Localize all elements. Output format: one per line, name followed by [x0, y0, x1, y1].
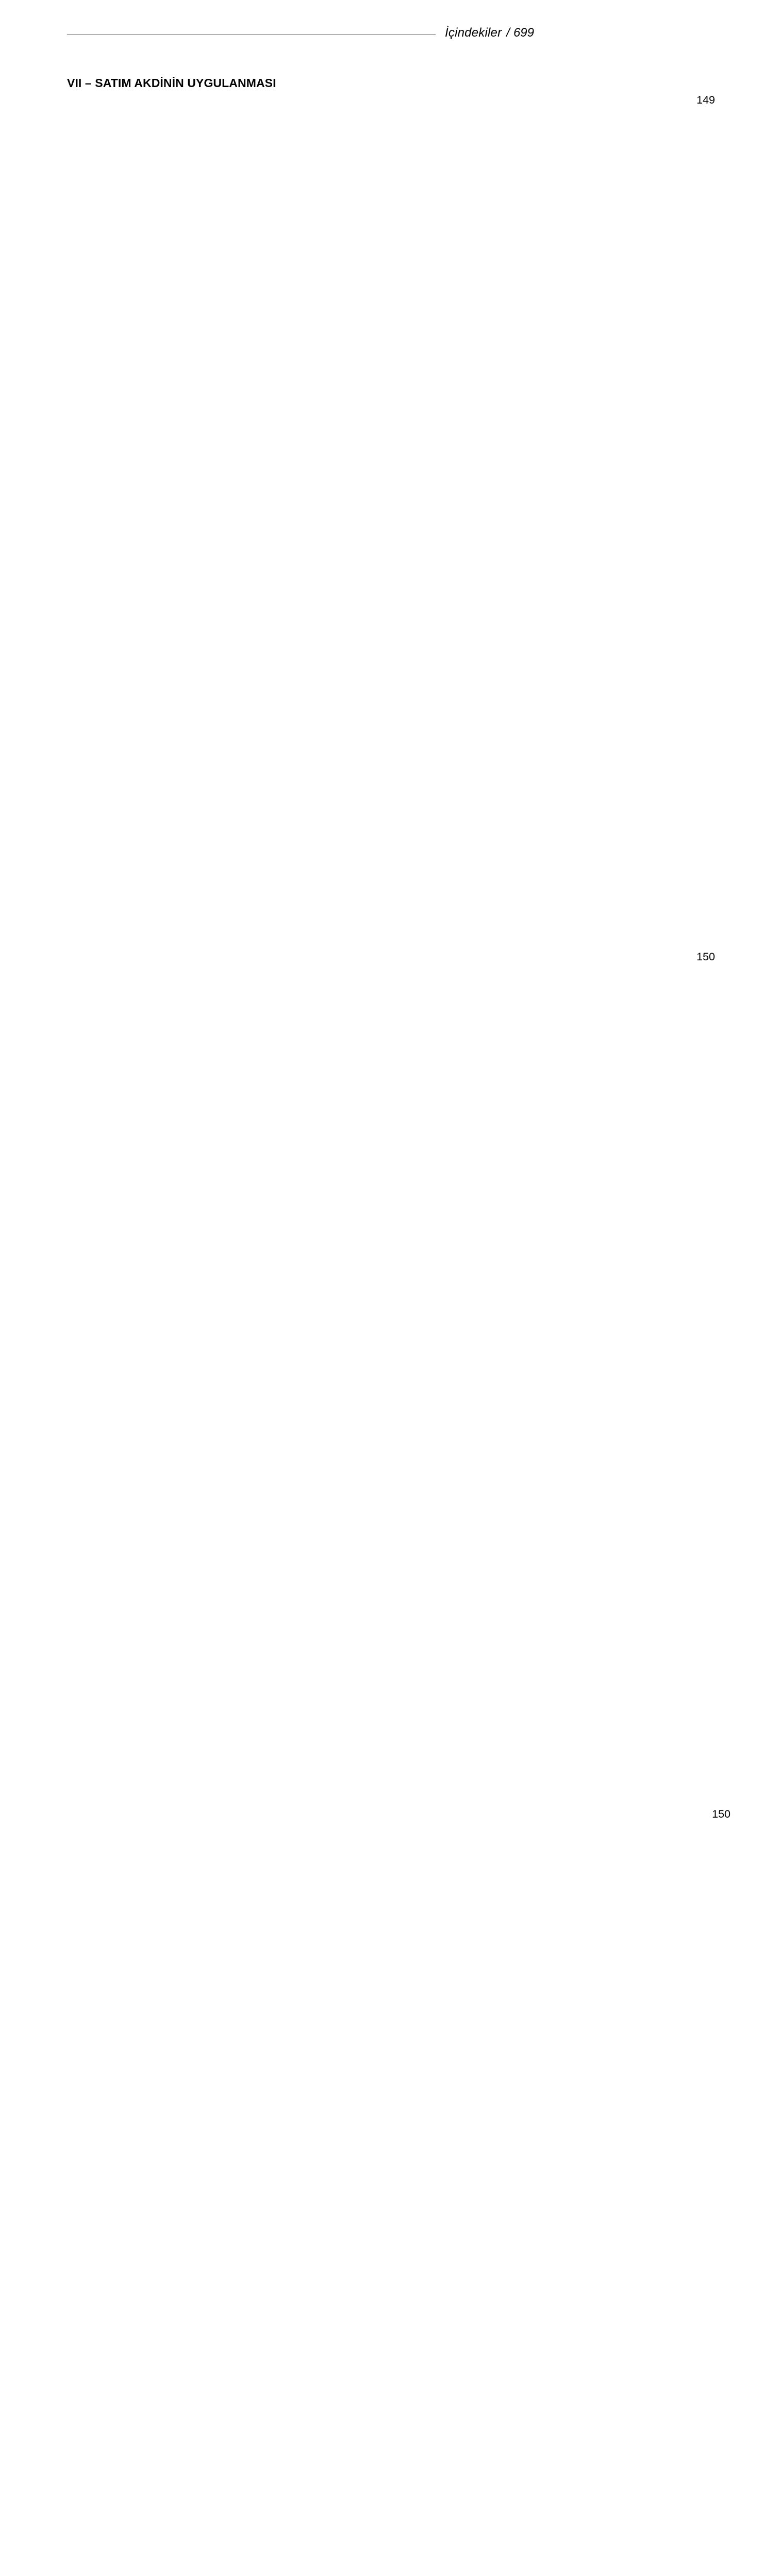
- toc-page-number: 150: [106, 952, 715, 1803]
- running-header: [67, 23, 534, 43]
- header-page-number: 699: [513, 26, 534, 40]
- toc-entry[interactable]: [67, 95, 570, 946]
- toc-page-number: 150: [122, 1809, 730, 2576]
- toc-entry[interactable]: [67, 952, 570, 1803]
- document-page: [0, 0, 609, 852]
- header-rule: [67, 34, 436, 35]
- toc-entry[interactable]: [67, 1809, 585, 2576]
- toc-section-heading-label: VII – SATIM AKDİNİN UYGULANMASI: [67, 77, 276, 89]
- header-separator: /: [502, 26, 513, 40]
- toc-page-number: 149: [106, 95, 715, 946]
- header-title: İçindekiler: [445, 26, 502, 40]
- table-of-contents: [67, 77, 531, 2576]
- toc-section-heading[interactable]: [67, 77, 531, 89]
